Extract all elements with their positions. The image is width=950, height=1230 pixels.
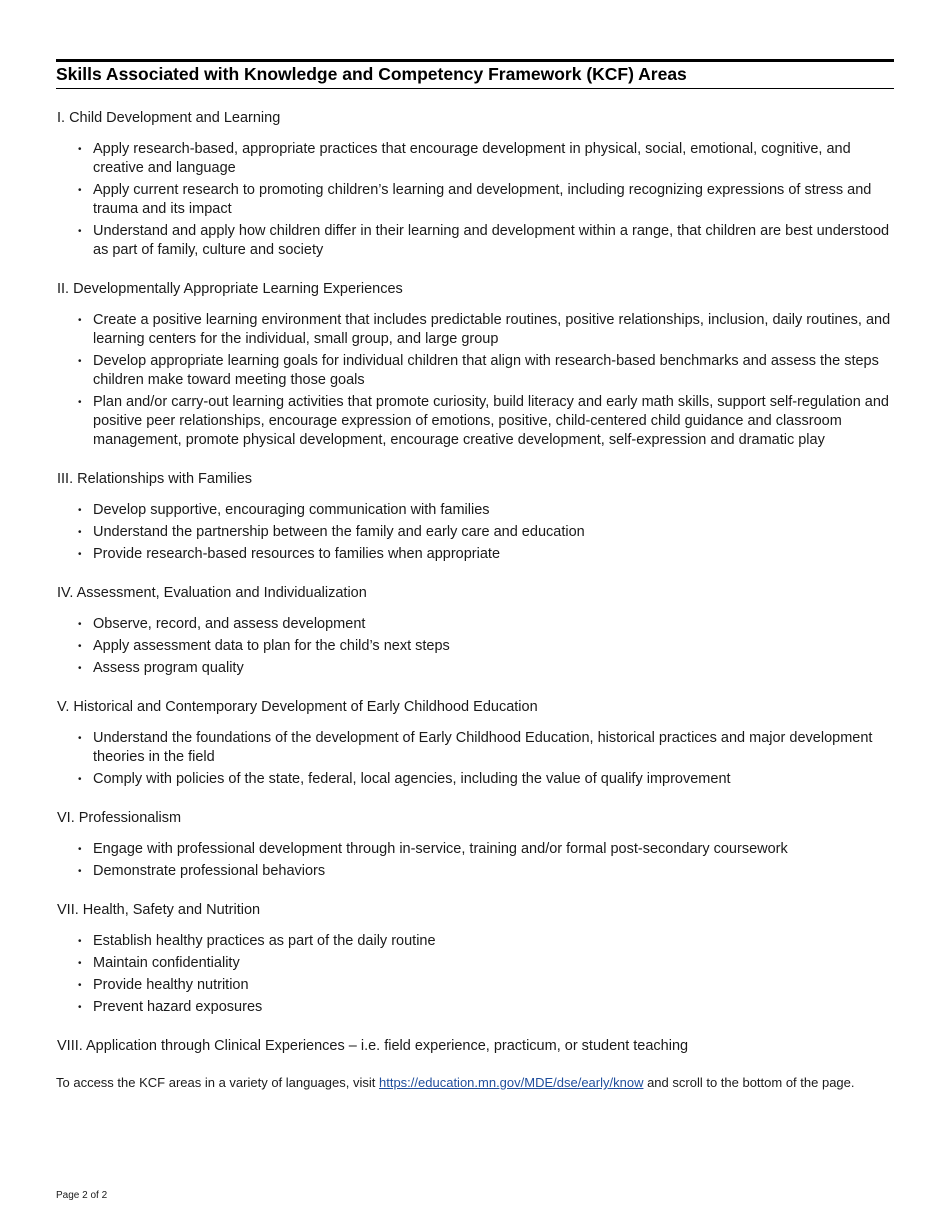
bullet-list — [56, 932, 894, 1017]
list-item: • Understand the partnership between the family and early care and education — [56, 523, 894, 542]
list-item: • Observe, record, and assess development — [56, 615, 894, 634]
section — [56, 469, 894, 564]
footer-note — [56, 1074, 894, 1092]
section-heading: VII. Health, Safety and Nutrition — [57, 902, 261, 918]
list-item: • Apply assessment data to plan for the child’s next steps — [56, 637, 894, 656]
bullet-list — [56, 501, 894, 564]
section-heading: I. Child Development and Learning — [57, 110, 281, 126]
list-item: • Develop appropriate learning goals for individual children that align with research-based benchmarks and assess the steps children make toward meeting those goals — [56, 352, 894, 390]
bullet-list — [56, 311, 894, 450]
list-item: • Plan and/or carry-out learning activities that promote curiosity, build literacy and early math skills, support self-regulation and positive peer relationships, encourage expression of emotions, positive, child-centered child guidance and classroom management, promote physical development, encourage creative development, self-expression and dramatic play — [56, 393, 894, 450]
section-heading: VI. Professionalism — [57, 810, 182, 826]
section — [56, 808, 894, 881]
footer-text-after: and scroll to the bottom of the page. — [643, 1075, 855, 1090]
list-item: • Develop supportive, encouraging communication with families — [56, 501, 894, 520]
sections-container — [56, 108, 894, 1056]
section — [56, 583, 894, 678]
list-item: • Establish healthy practices as part of the daily routine — [56, 932, 894, 951]
document-page — [56, 59, 894, 1105]
footer-text-before: To access the KCF areas in a variety of languages, visit — [56, 1075, 379, 1090]
list-item: • Create a positive learning environment that includes predictable routines, positive relationships, inclusion, daily routines, and learning centers for the individual, small group, and large group — [56, 311, 894, 349]
bullet-list — [56, 840, 894, 881]
list-item: • Comply with policies of the state, federal, local agencies, including the value of qualify improvement — [56, 770, 894, 789]
section — [56, 108, 894, 260]
list-item: • Demonstrate professional behaviors — [56, 862, 894, 881]
list-item: • Understand and apply how children differ in their learning and development within a range, that children are best understood as part of family, culture and society — [56, 222, 894, 260]
bullet-list — [56, 615, 894, 678]
section-heading: V. Historical and Contemporary Development of Early Childhood Education — [57, 699, 538, 715]
section-heading: III. Relationships with Families — [57, 471, 253, 487]
bullet-list — [56, 140, 894, 260]
title-bar — [56, 59, 894, 89]
section-heading: IV. Assessment, Evaluation and Individualization — [57, 585, 367, 601]
list-item: • Engage with professional development through in-service, training and/or formal post-secondary coursework — [56, 840, 894, 859]
list-item: • Understand the foundations of the development of Early Childhood Education, historical practices and major development theories in the field — [56, 729, 894, 767]
page-number: Page 2 of 2 — [56, 1190, 108, 1201]
bullet-list — [56, 729, 894, 789]
list-item: • Provide healthy nutrition — [56, 976, 894, 995]
page-title: Skills Associated with Knowledge and Competency Framework (KCF) Areas — [56, 64, 687, 84]
section-heading: VIII. Application through Clinical Experiences – i.e. field experience, practicum, or student teaching — [57, 1038, 689, 1054]
section — [56, 697, 894, 789]
section — [56, 900, 894, 1017]
list-item: • Provide research-based resources to families when appropriate — [56, 545, 894, 564]
list-item: • Prevent hazard exposures — [56, 998, 894, 1017]
list-item: • Apply current research to promoting children’s learning and development, including recognizing expressions of stress and trauma and its impact — [56, 181, 894, 219]
section — [56, 279, 894, 450]
section — [56, 1036, 894, 1056]
section-heading: II. Developmentally Appropriate Learning Experiences — [57, 281, 403, 297]
list-item: • Maintain confidentiality — [56, 954, 894, 973]
list-item: • Assess program quality — [56, 659, 894, 678]
kcf-languages-link[interactable]: https://education.mn.gov/MDE/dse/early/know — [379, 1075, 644, 1090]
list-item: • Apply research-based, appropriate practices that encourage development in physical, social, emotional, cognitive, and creative and language — [56, 140, 894, 178]
